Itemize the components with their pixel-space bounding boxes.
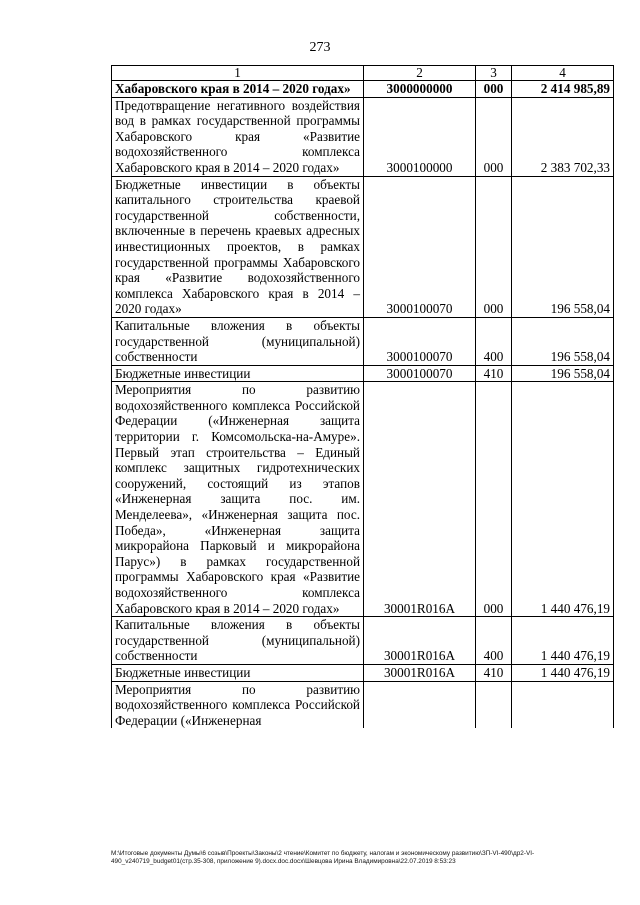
row-amount: 196 558,04 xyxy=(512,176,614,317)
budget-table xyxy=(111,65,614,728)
header-col-4: 4 xyxy=(512,66,614,81)
row-code: 3000100000 xyxy=(364,97,476,176)
header-col-2: 2 xyxy=(364,66,476,81)
row-expense-type: 410 xyxy=(476,664,512,681)
header-col-1: 1 xyxy=(112,66,364,81)
budget-table-body xyxy=(112,66,614,729)
row-expense-type: 000 xyxy=(476,382,512,617)
table-row xyxy=(112,176,614,317)
row-code xyxy=(364,681,476,728)
row-amount: 1 440 476,19 xyxy=(512,382,614,617)
row-code: 3000100070 xyxy=(364,365,476,382)
row-description: Мероприятия по развитию водохозяйственного комплекса Российской Федерации («Инженерная xyxy=(112,681,364,728)
page-number: 273 xyxy=(309,40,331,55)
row-amount: 196 558,04 xyxy=(512,317,614,365)
table-row xyxy=(112,617,614,665)
table-row xyxy=(112,97,614,176)
row-code: 3000100070 xyxy=(364,176,476,317)
row-code: 3000100070 xyxy=(364,317,476,365)
row-code: 30001R016A xyxy=(364,617,476,665)
row-amount: 1 440 476,19 xyxy=(512,617,614,665)
table-row-continued xyxy=(112,681,614,728)
row-amount xyxy=(512,681,614,728)
row-description: Бюджетные инвестиции xyxy=(112,365,364,382)
row-code: 30001R016A xyxy=(364,664,476,681)
row-amount: 1 440 476,19 xyxy=(512,664,614,681)
document-path-footer: M:\Итоговые документы Думы\6 созыв\Проекты\Законы\2 чтение\Комитет по бюджету, налогам и экономическому развитию\ЗП-VI-490\др2-VI-490_v240719_budget01(стр.35-308, приложение 9).docx.doc.docx\Шевцова Ирина Владимировна\22.07.2019 8:53:23 xyxy=(111,850,535,865)
table-row xyxy=(112,382,614,617)
table-row xyxy=(112,317,614,365)
row-description: Капитальные вложения в объекты государственной (муниципальной) собственности xyxy=(112,617,364,665)
table-header-row xyxy=(112,66,614,81)
table-row xyxy=(112,365,614,382)
row-description: Хабаровского края в 2014 – 2020 годах» xyxy=(112,81,364,98)
row-description: Капитальные вложения в объекты государственной (муниципальной) собственности xyxy=(112,317,364,365)
row-code: 3000000000 xyxy=(364,81,476,98)
table-row xyxy=(112,664,614,681)
row-expense-type: 000 xyxy=(476,97,512,176)
row-description: Бюджетные инвестиции в объекты капитального строительства краевой государственной собственности, включенные в перечень краевых адресных инвестиционных проектов, в рамках государственной программы Хабаровского края «Развитие водохозяйственного комплекса Хабаровского края в 2014 – 2020 годах» xyxy=(112,176,364,317)
row-amount: 196 558,04 xyxy=(512,365,614,382)
row-description: Мероприятия по развитию водохозяйственного комплекса Российской Федерации («Инженерная защита территории г. Комсомольска-на-Амуре». Первый этап строительства – Единый комплекс защитных гидротехнических сооружений, состоящий из этапов «Инженерная защита пос. им. Менделеева», «Инженерная защита пос. Победа», «Инженерная защита микрорайона Парковый и микрорайона Парус») в рамках государственной программы Хабаровского края «Развитие водохозяйственного комплекса Хабаровского края в 2014 – 2020 годах» xyxy=(112,382,364,617)
row-description: Бюджетные инвестиции xyxy=(112,664,364,681)
row-expense-type: 400 xyxy=(476,617,512,665)
header-col-3: 3 xyxy=(476,66,512,81)
row-description: Предотвращение негативного воздействия вод в рамках государственной программы Хабаровского края «Развитие водохозяйственного комплекса Хабаровского края в 2014 – 2020 годах» xyxy=(112,97,364,176)
row-expense-type: 400 xyxy=(476,317,512,365)
row-expense-type: 410 xyxy=(476,365,512,382)
table-row xyxy=(112,81,614,98)
row-expense-type xyxy=(476,681,512,728)
row-amount: 2 414 985,89 xyxy=(512,81,614,98)
row-code: 30001R016A xyxy=(364,382,476,617)
row-expense-type: 000 xyxy=(476,81,512,98)
row-amount: 2 383 702,33 xyxy=(512,97,614,176)
row-expense-type: 000 xyxy=(476,176,512,317)
